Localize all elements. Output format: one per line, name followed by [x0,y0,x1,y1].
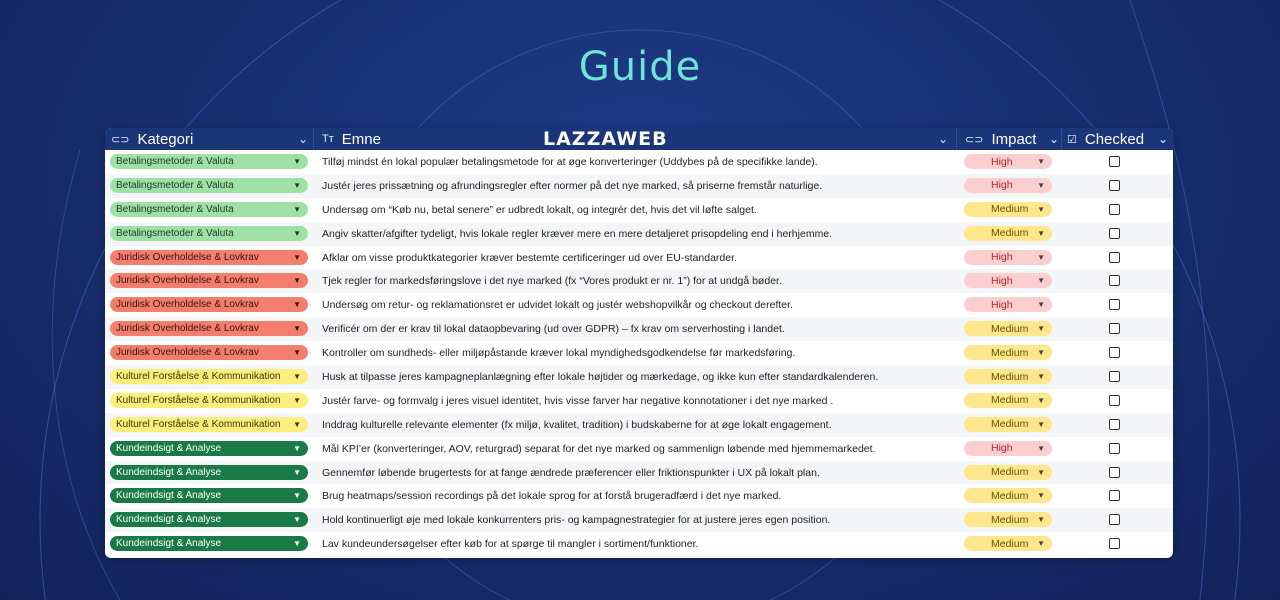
caret-down-icon: ▼ [1037,372,1045,382]
checked-checkbox[interactable] [1109,252,1120,263]
category-select[interactable] [110,273,308,288]
table-row [105,437,1173,461]
caret-down-icon: ▼ [293,539,301,549]
caret-down-icon: ▼ [293,372,301,382]
category-select[interactable] [110,202,308,217]
category-label: Juridisk Overholdelse & Lovkrav [116,299,259,311]
category-label: Betalingsmetoder & Valuta [116,156,234,167]
category-label: Juridisk Overholdelse & Lovkrav [116,347,259,359]
checked-checkbox[interactable] [1109,275,1120,286]
category-label: Kulturel Forståelse & Kommunikation [116,371,281,383]
checked-checkbox[interactable] [1109,419,1120,430]
caret-down-icon: ▼ [1037,252,1045,262]
topic-text: Justér jeres prissætning og afrundingsregler efter normer på det nye marked, så priserne fremstår naturlige. [322,179,823,192]
category-label: Juridisk Overholdelse & Lovkrav [116,323,259,335]
category-label: Betalingsmetoder & Valuta [116,179,234,191]
table-row [105,484,1173,508]
category-select[interactable] [110,297,308,312]
column-divider [313,128,314,150]
topic-text: Inddrag kulturelle relevante elementer (fx miljø, kvalitet, tradition) i budskaberne for at øge lokalt engagement. [322,418,832,431]
category-select[interactable] [110,512,308,527]
topic-text: Brug heatmaps/session recordings på det lokale sprog for at forstå brugeradfærd i det nye marked. [322,490,782,503]
table-row [105,413,1173,437]
topic-text: Mål KPI’er (konverteringer, AOV, returgrad) separat for det nye marked og sammenlign løbende med hjemmemarkedet. [322,442,876,455]
caret-down-icon: ▼ [1037,300,1045,310]
caret-down-icon: ▼ [1037,395,1045,405]
checked-checkbox[interactable] [1109,180,1120,191]
impact-select[interactable] [964,321,1052,336]
caret-down-icon: ▼ [1037,539,1045,549]
impact-label: Medium [991,418,1029,431]
topic-text: Kontroller om sundheds- eller miljøpåstande kræver lokal myndighedsgodkendelse før markedsføring. [322,347,796,360]
caret-down-icon: ▼ [1037,348,1045,358]
category-select[interactable] [110,441,308,456]
checkbox-icon: ☑ [1067,133,1077,146]
checked-checkbox[interactable] [1109,156,1120,167]
impact-label: Medium [991,513,1029,526]
category-select[interactable] [110,465,308,480]
category-select[interactable] [110,488,308,503]
checked-checkbox[interactable] [1109,538,1120,549]
table-row [105,198,1173,222]
table-header [105,128,1173,150]
table-row [105,174,1173,198]
impact-select[interactable] [964,202,1052,217]
checked-checkbox[interactable] [1109,347,1120,358]
table-row [105,317,1173,341]
impact-label: High [991,274,1013,287]
impact-select[interactable] [964,536,1052,551]
topic-text: Lav kundeundersøgelser efter køb for at spørge til mangler i sortiment/funktioner. [322,538,699,551]
table-row [105,150,1173,174]
topic-text: Hold kontinuerligt øje med lokale konkurrenters pris- og kampagnestrategier for at justere jeres egen position. [322,514,831,527]
impact-select[interactable] [964,226,1052,241]
topic-text: Husk at tilpasse jeres kampagneplanlægning efter lokale højtider og mærkedage, og ikke kun efter standardkalenderen. [322,371,879,384]
impact-select[interactable] [964,154,1052,169]
topic-text: Angiv skatter/afgifter tydeligt, hvis lokale regler kræver mere en mere detaljeret prisopdeling end i herhjemme. [322,227,833,240]
topic-text: Tjek regler for markedsføringslove i det nye marked (fx “Vores produkt er nr. 1”) for at undgå bøder. [322,275,782,288]
chevron-down-icon[interactable]: ⌄ [938,132,949,146]
category-select[interactable] [110,369,308,384]
category-select[interactable] [110,154,308,169]
checked-checkbox[interactable] [1109,395,1120,406]
table-row [105,246,1173,270]
caret-down-icon: ▼ [1037,157,1045,166]
checked-checkbox[interactable] [1109,228,1120,239]
tag-icon: ⊂⊃ [965,133,984,146]
category-label: Kundeindsigt & Analyse [116,514,222,526]
page-title: Guide [578,44,702,90]
impact-select[interactable] [964,273,1052,288]
category-label: Juridisk Overholdelse & Lovkrav [116,275,259,287]
text-type-icon: Tт [322,133,334,145]
impact-select[interactable] [964,488,1052,503]
category-label: Juridisk Overholdelse & Lovkrav [116,251,259,263]
caret-down-icon: ▼ [1037,228,1045,238]
chevron-down-icon[interactable]: ⌄ [1158,132,1169,146]
impact-label: Medium [991,370,1029,383]
caret-down-icon: ▼ [293,443,301,453]
table-row [105,222,1173,246]
caret-down-icon: ▼ [293,300,301,310]
table-row [105,508,1173,532]
column-divider [956,128,957,150]
checked-checkbox[interactable] [1109,514,1120,525]
category-label: Betalingsmetoder & Valuta [116,203,234,215]
impact-label: Medium [991,489,1029,502]
category-label: Kundeindsigt & Analyse [116,538,222,550]
column-label: Kategori [137,130,194,148]
checked-checkbox[interactable] [1109,371,1120,382]
caret-down-icon: ▼ [1037,467,1045,477]
caret-down-icon: ▼ [293,228,301,238]
category-select[interactable] [110,250,308,265]
caret-down-icon: ▼ [1037,515,1045,525]
caret-down-icon: ▼ [293,324,301,334]
checked-checkbox[interactable] [1109,467,1120,478]
category-label: Kundeindsigt & Analyse [116,466,222,478]
caret-down-icon: ▼ [293,180,301,190]
category-select[interactable] [110,321,308,336]
caret-down-icon: ▼ [1037,180,1045,190]
topic-text: Afklar om visse produktkategorier kræver bestemte certificeringer ud over EU-standarder. [322,251,737,264]
caret-down-icon: ▼ [1037,204,1045,214]
caret-down-icon: ▼ [293,252,301,262]
checked-checkbox[interactable] [1109,204,1120,215]
category-select[interactable] [110,345,308,360]
impact-select[interactable] [964,297,1052,312]
caret-down-icon: ▼ [293,395,301,405]
caret-down-icon: ▼ [1037,443,1045,453]
column-label: Emne [341,130,381,148]
topic-text: Undersøg om retur- og reklamationsret er udvidet lokalt og justér webshopvilkår og checkout derefter. [322,299,793,312]
checked-checkbox[interactable] [1109,490,1120,501]
impact-label: Medium [991,394,1029,407]
topic-text: Undersøg om “Køb nu, betal senere” er udbredt lokalt, og integrér det, hvis det vil løfte salget. [322,203,757,216]
category-label: Kulturel Forståelse & Kommunikation [116,394,281,406]
category-label: Kundeindsigt & Analyse [116,490,222,502]
category-label: Kulturel Forståelse & Kommunikation [116,418,281,430]
impact-label: High [991,251,1013,264]
topic-text: Verificér om der er krav til lokal dataopbevaring (ud over GDPR) – fx krav om serverhosting i landet. [322,323,785,336]
table-row [105,389,1173,413]
category-select[interactable] [110,178,308,193]
brand-logo: LAZZAWEB [543,128,668,150]
category-select[interactable] [110,536,308,551]
caret-down-icon: ▼ [293,348,301,358]
category-select[interactable] [110,393,308,408]
column-label: Impact [991,130,1037,148]
impact-select[interactable] [964,512,1052,527]
impact-label: Medium [991,322,1029,335]
impact-select[interactable] [964,393,1052,408]
column-header-impact[interactable] [965,128,1061,150]
checked-checkbox[interactable] [1109,299,1120,310]
caret-down-icon: ▼ [293,467,301,477]
impact-select[interactable] [964,369,1052,384]
caret-down-icon: ▼ [293,491,301,501]
caret-down-icon: ▼ [1037,324,1045,334]
table-row [105,365,1173,389]
table-body [105,150,1173,556]
impact-select[interactable] [964,465,1052,480]
caret-down-icon: ▼ [1037,419,1045,429]
caret-down-icon: ▼ [293,276,301,286]
category-label: Betalingsmetoder & Valuta [116,227,234,239]
table-row [105,461,1173,485]
impact-label: Medium [991,537,1029,550]
table-row [105,341,1173,365]
impact-label: Medium [991,466,1029,479]
caret-down-icon: ▼ [1037,276,1045,286]
impact-label: High [991,155,1013,168]
table-row [105,269,1173,293]
impact-label: High [991,298,1013,311]
caret-down-icon: ▼ [293,204,301,214]
impact-select[interactable] [964,441,1052,456]
table-row [105,532,1173,556]
chevron-down-icon[interactable]: ⌄ [1049,132,1060,146]
category-label: Kundeindsigt & Analyse [116,442,222,454]
checked-checkbox[interactable] [1109,443,1120,454]
tag-icon: ⊂⊃ [111,133,130,146]
column-label: Checked [1084,130,1145,148]
impact-label: Medium [991,203,1029,216]
impact-label: High [991,179,1013,192]
checklist-table [105,128,1173,558]
topic-text: Gennemfør løbende brugertests for at fange ændrede præferencer eller friktionspunkter i UX på lokalt plan. [322,466,820,479]
impact-select[interactable] [964,250,1052,265]
impact-select[interactable] [964,417,1052,432]
impact-label: High [991,442,1013,455]
impact-select[interactable] [964,345,1052,360]
caret-down-icon: ▼ [293,419,301,429]
caret-down-icon: ▼ [293,157,301,166]
impact-select[interactable] [964,178,1052,193]
category-select[interactable] [110,226,308,241]
column-divider [1061,128,1062,150]
impact-label: Medium [991,346,1029,359]
table-row [105,293,1173,317]
caret-down-icon: ▼ [293,515,301,525]
topic-text: Justér farve- og formvalg i jeres visuel identitet, hvis visse farver har negative konnotationer i det nye marked . [322,394,834,407]
impact-label: Medium [991,227,1029,240]
category-select[interactable] [110,417,308,432]
topic-text: Tilføj mindst én lokal populær betalingsmetode for at øge konverteringer (Uddybes på de specifikke lande). [322,156,818,168]
column-header-kategori[interactable] [111,128,311,150]
chevron-down-icon[interactable]: ⌄ [298,132,309,146]
caret-down-icon: ▼ [1037,491,1045,501]
checked-checkbox[interactable] [1109,323,1120,334]
column-header-checked[interactable] [1067,128,1167,150]
